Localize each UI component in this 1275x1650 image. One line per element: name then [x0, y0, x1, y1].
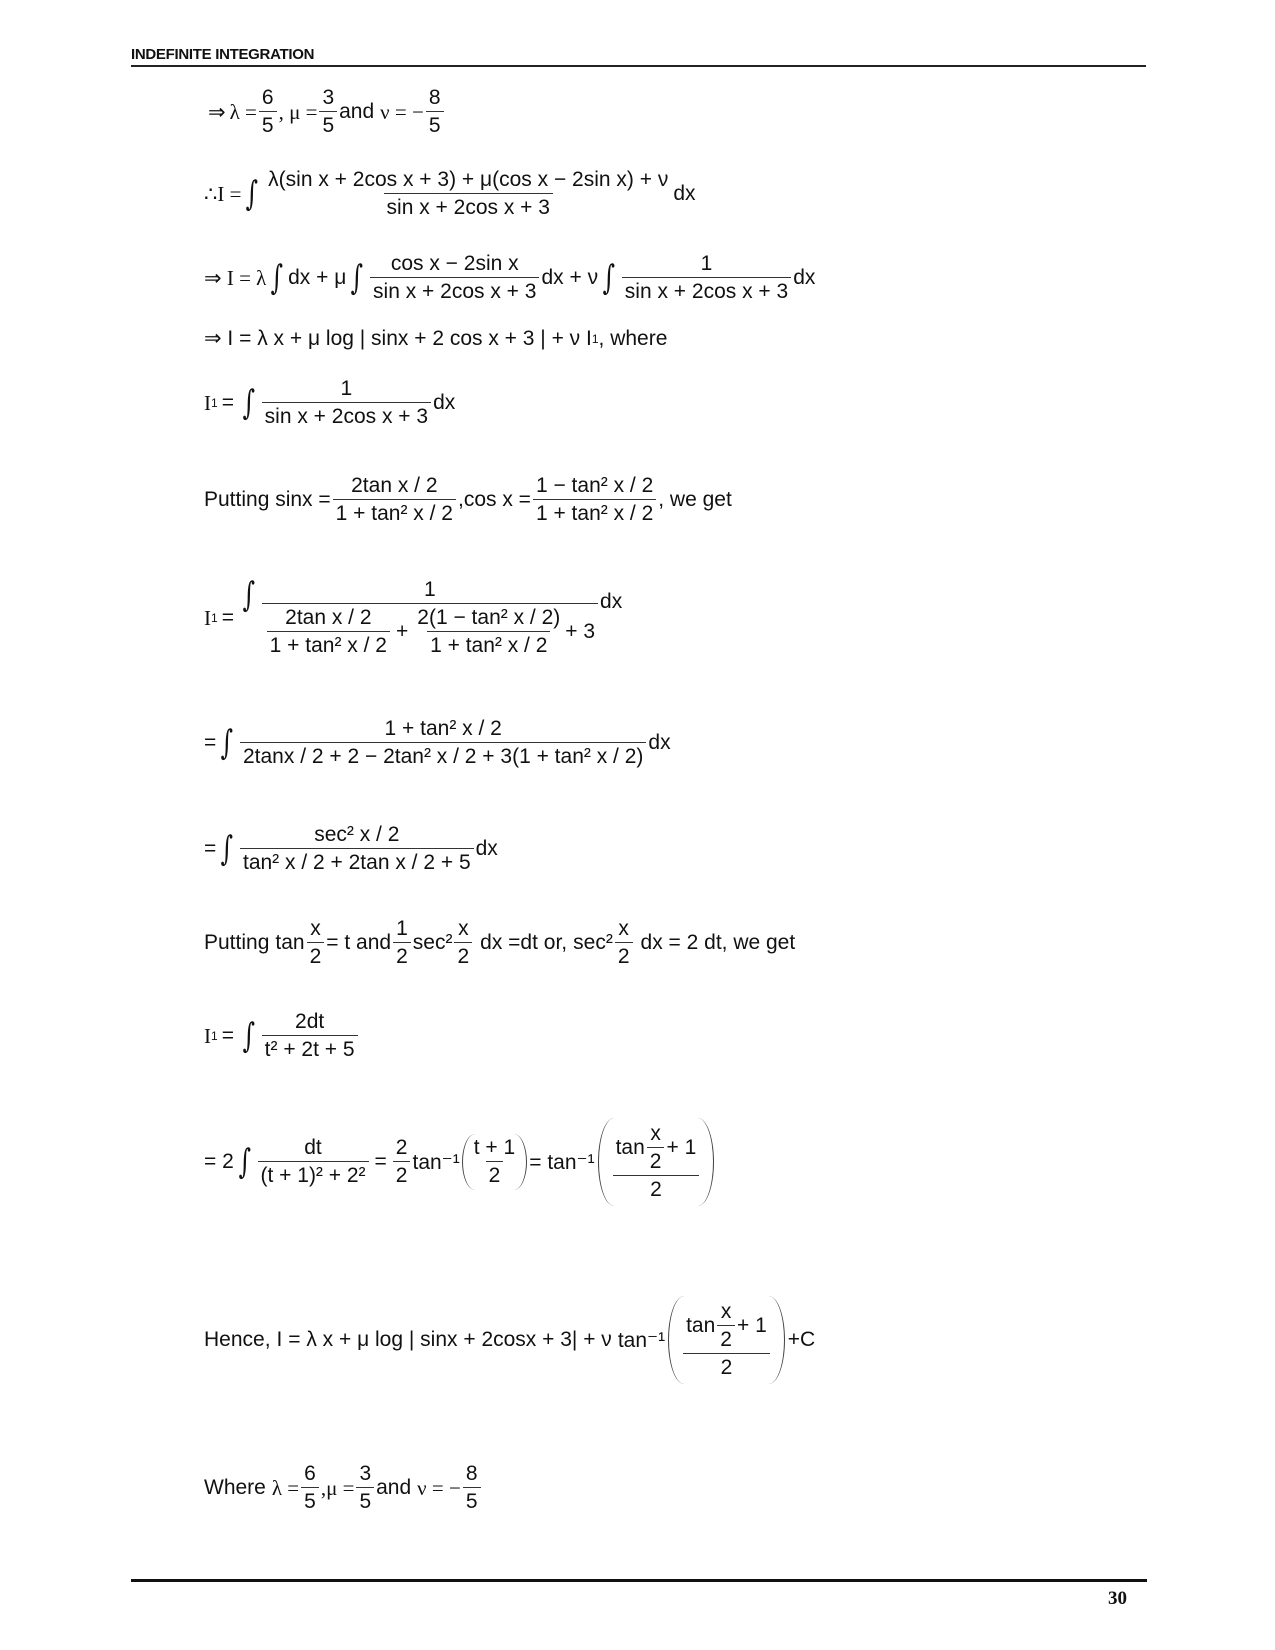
dx-plus-nu: dx + ν [541, 266, 599, 290]
dx: dx [600, 590, 623, 613]
page-number: 30 [1108, 1588, 1127, 1609]
fraction: $\frac{\text{sec² x / 2}}{\text{tan² x / 2 + 2tan x / 2 + 5}}$ [240, 823, 474, 875]
I1-definition: I 1 = ∫ $\frac{1}{\text{sin x + 2cos x + 3}}$ dx [204, 377, 456, 429]
nu-label: ν = − [380, 99, 424, 124]
integral-decomposition [204, 168, 696, 220]
where-text: Where [204, 1476, 266, 1500]
integral-sign: ∫ [242, 575, 256, 615]
fraction: $\frac{\text{2tan x / 2}}{\text{1 + tan² x / 2}}$ [333, 474, 456, 526]
and-text: and [339, 100, 375, 124]
we-get-text: , we get [658, 488, 732, 512]
sec-squared-integral: = ∫ $\frac{\text{sec² x / 2}}{\text{tan² x / 2 + 2tan x / 2 + 5}}$ dx [204, 823, 498, 875]
integral-sign: ∫ [350, 258, 364, 299]
implies-I-lambda: ⇒ I = λ [204, 265, 267, 290]
fraction: $\frac{\text{λ(sin x + 2cos x + 3) + μ(cos x − 2sin x) + ν}}{\text{sin x + 2cos x + 3}}$ [268, 168, 669, 220]
result-expression: I = λ x + μ log | sinx + 2cosx + 3| + ν [276, 1328, 612, 1352]
lambda-mu-nu-values [204, 86, 446, 138]
substitution-sin-cos: Putting sinx = $\frac{\text{2tan x / 2}}{\text{1 + tan² x / 2}}$ ,cos x = $\frac{\text{1 − tan² x / 2}}{\text{1 + tan² x / 2}}$ , we get [204, 474, 732, 526]
parenthesis-group: $\frac{t + 1}{2}$ [462, 1134, 527, 1190]
substitution-t: Putting tan $\frac{x}{2}$ = t and $\frac{1}{2}$ sec² $\frac{x}{2}$ dx =dt or, sec² $\frac{x}{2}$ dx = 2 dt, we get [204, 917, 796, 969]
dx: dx [475, 837, 498, 861]
I1-in-t: I 1 = ∫ $\frac{2dt}{\text{t² + 2t + 5}}$ [204, 1010, 360, 1062]
header-rule [131, 65, 1146, 67]
arctan-evaluation: = 2 ∫ $\frac{dt}{\text{(t + 1)² + 2²}}$ = $\frac{2}{2}$ tan⁻¹ $\frac{t + 1}{2}$ = tan⁻¹ tan $\frac{x}{2}$ + 1 2 [204, 1118, 717, 1206]
integral-sign: ∫ [246, 174, 259, 215]
integral-sign: ∫ [242, 1016, 256, 1057]
split-integrals [204, 252, 815, 304]
integral-sign: ∫ [242, 383, 256, 424]
integral-sign: ∫ [220, 723, 234, 764]
putting-text: Putting sinx = [204, 488, 331, 512]
dx: dx [433, 391, 456, 415]
I1-substituted: I 1 = ∫ 1 $\frac{\text{2tan x / 2}}{\text{1 + tan² x / 2}}$ + $\frac{\text{2(1 − tan² x / 2)}}{\text{1 + tan² x / 2}}$ + 3 dx [204, 575, 623, 658]
dx: dx [673, 182, 696, 206]
fraction: $\frac{\text{cos x − 2sin x}}{\text{sin x + 2cos x + 3}}$ [370, 252, 539, 304]
lambda-fraction: $\frac{6}{5}$ [259, 86, 277, 138]
therefore-I: ∴I = [204, 181, 242, 206]
where-text: , where [598, 326, 668, 350]
footer-rule [131, 1579, 1147, 1582]
mu-label: , μ = [278, 99, 318, 124]
fraction: $\frac{1}{\text{sin x + 2cos x + 3}}$ [622, 252, 791, 304]
hence-text: Hence, [204, 1328, 271, 1352]
integral-sign: ∫ [602, 258, 616, 299]
implies-symbol: ⇒ [208, 100, 226, 124]
I-expression: ⇒ I = λ x + μ log | sinx + 2 cos x + 3 | + ν I [204, 327, 592, 350]
I-result-expression: ⇒ I = λ x + μ log | sinx + 2 cos x + 3 | + ν I 1 , where [204, 326, 668, 350]
constant-C: +C [787, 1328, 816, 1352]
lambda-label: λ = [229, 99, 257, 124]
mu-fraction: $\frac{3}{5}$ [319, 86, 337, 138]
fraction: $\frac{2dt}{\text{t² + 2t + 5}}$ [262, 1010, 358, 1062]
fraction: $\frac{\text{1 + tan² x / 2}}{\text{2tanx / 2 + 2 − 2tan² x / 2 + 3(1 + tan² x / 2)}}$ [240, 717, 646, 769]
integral-sign: ∫ [238, 1142, 251, 1183]
compound-fraction: 1 $\frac{\text{2tan x / 2}}{\text{1 + tan² x / 2}}$ + $\frac{\text{2(1 − tan² x / 2)}}{\text{1 + tan² x / 2}}$ + 3 [262, 578, 598, 658]
integral-sign: ∫ [271, 258, 284, 299]
dx: dx [648, 731, 671, 755]
running-header: INDEFINITE INTEGRATION [131, 46, 315, 63]
where-values: Where λ = $\frac{6}{5}$ ,μ = $\frac{3}{5}$ and ν = − $\frac{8}{5}$ [204, 1462, 483, 1514]
fraction: $\frac{\text{1 − tan² x / 2}}{\text{1 + tan² x / 2}}$ [533, 474, 656, 526]
parenthesis-group: tan $\frac{x}{2}$ + 1 2 [598, 1118, 715, 1206]
fraction: $\frac{1}{\text{sin x + 2cos x + 3}}$ [262, 377, 431, 429]
dx: dx [793, 266, 816, 290]
dx-plus-mu: dx + μ [288, 266, 347, 290]
putting-text: Putting [204, 931, 270, 955]
simplified-integral: = ∫ $\frac{\text{1 + tan² x / 2}}{\text{2tanx / 2 + 2 − 2tan² x / 2 + 3(1 + tan² x / 2)}}$ dx [204, 717, 671, 769]
nu-fraction: $\frac{8}{5}$ [426, 86, 444, 138]
final-result: Hence, I = λ x + μ log | sinx + 2cosx + 3| + ν tan⁻¹ tan $\frac{x}{2}$ + 1 2 +C [204, 1296, 815, 1384]
parenthesis-group: tan $\frac{x}{2}$ + 1 2 [668, 1296, 785, 1384]
integral-sign: ∫ [220, 829, 234, 870]
